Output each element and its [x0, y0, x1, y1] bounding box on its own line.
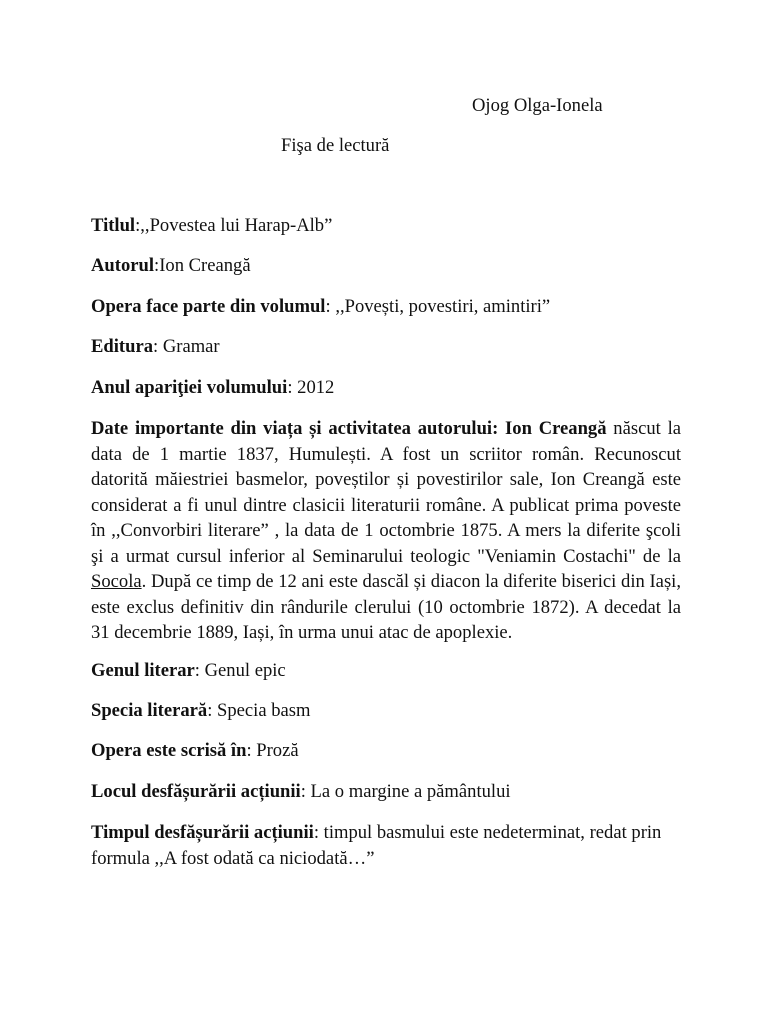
field-label: Specia literară	[91, 699, 208, 721]
field-label: Genul literar	[91, 659, 195, 681]
field-place	[91, 780, 681, 803]
field-separator: :	[135, 215, 141, 236]
field-time	[91, 820, 681, 871]
field-value: 2012	[297, 376, 335, 398]
field-label: Timpul desfășurării acțiunii	[91, 822, 314, 844]
document-title: Fişa de lectură	[281, 135, 390, 156]
biography-text-continued: . După ce timp de 12 ani este dascăl și diacon la diferite biserici din Iași, este exclus definitiv din rândurile clerului (10 octombrie 1872). A decedat la 31 decembrie 1889, Iași, în urma unui atac de apoplexie.	[91, 571, 681, 644]
field-title	[91, 214, 681, 237]
field-separator: :	[325, 295, 336, 317]
field-separator: :	[300, 780, 311, 802]
field-genre	[91, 659, 681, 682]
biography-text: născut la data de 1 martie 1837, Humulești. A fost un scriitor român. Recunoscut datorită măiestriei basmelor, poveștilor și povestirilor sale, Ion Creangă este considerat a fi unul dintre clasicii literaturii române. A publicat prima poveste în ,,Convorbiri literare” , la data de 1 octombrie 1875. A mers la diferite şcoli şi a urmat cursul inferior al Seminarului teologic "Veniamin Costachi" de la	[91, 418, 681, 567]
field-separator: :	[153, 336, 163, 358]
author-name: Ojog Olga-Ionela	[472, 95, 603, 116]
field-value: Specia basm	[217, 699, 311, 721]
field-separator: :	[154, 255, 160, 277]
field-separator: :	[287, 376, 298, 398]
field-label: Locul desfășurării acțiunii	[91, 780, 301, 802]
field-value: La o margine a pământului	[310, 780, 511, 802]
field-separator: :	[313, 822, 324, 844]
field-written-in	[91, 739, 681, 762]
field-volume	[91, 295, 681, 318]
field-value: Proză	[256, 740, 299, 762]
field-year	[91, 376, 681, 399]
field-label: Titlul	[91, 215, 136, 236]
socola-link[interactable]: Socola	[91, 571, 142, 593]
field-label: Autorul	[91, 255, 155, 277]
field-species	[91, 699, 681, 722]
field-label: Opera face parte din volumul	[91, 295, 326, 317]
field-label: Opera este scrisă în	[91, 740, 247, 762]
field-author	[91, 254, 681, 277]
field-separator: :	[207, 699, 218, 721]
field-separator: :	[194, 659, 205, 681]
field-value: timpul basmului este nedeterminat, redat prin formula ,,A fost odată ca niciodată…”	[91, 822, 662, 869]
field-value: Genul epic	[204, 659, 286, 681]
author-biography	[91, 416, 681, 646]
field-separator: :	[246, 740, 257, 762]
field-label: Anul apariţiei volumului	[91, 376, 288, 398]
field-value: Gramar	[162, 336, 220, 358]
field-value: Ion Creangă	[159, 255, 251, 277]
field-publisher	[91, 335, 681, 358]
reading-sheet-fields	[91, 214, 681, 888]
biography-label: Date importante din viața și activitatea autorului: Ion Creangă	[91, 418, 607, 440]
field-value: ,,Povestea lui Harap-Alb”	[140, 215, 333, 236]
field-label: Editura	[91, 336, 153, 358]
field-value: ,,Povești, povestiri, amintiri”	[335, 295, 551, 317]
